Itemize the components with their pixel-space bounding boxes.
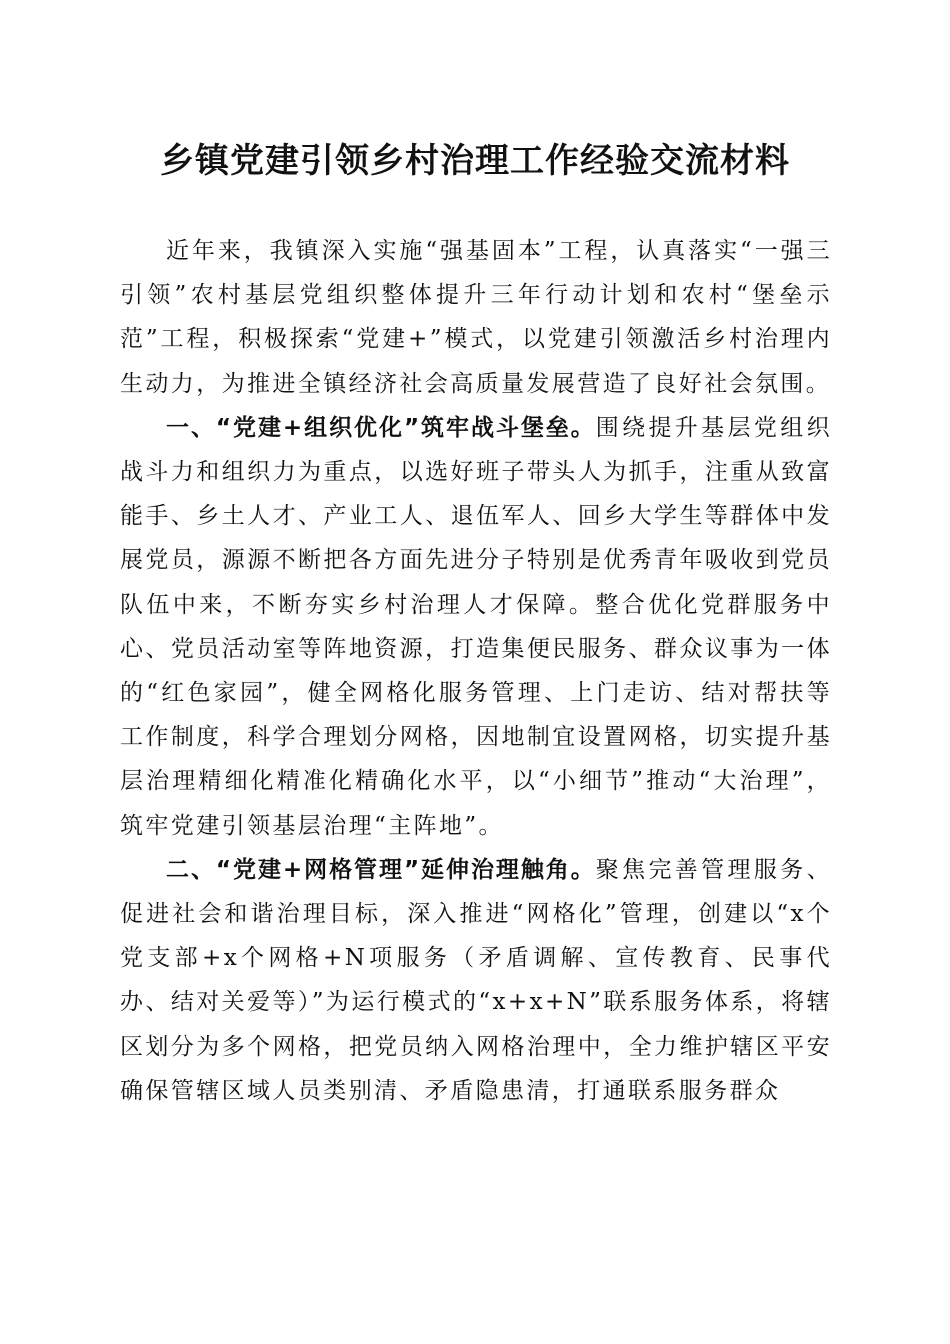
document-title: 乡镇党建引领乡村治理工作经验交流材料 [160,141,790,181]
document-body [120,229,832,1113]
paragraph-section-2 [120,848,832,1113]
section-2-text: 聚焦完善管理服务、促进社会和谐治理目标，深入推进“网格化”管理，创建以“x个党支部+x个网格+N项服务（矛盾调解、宣传教育、民事代办、结对关爱等）”为运行模式的“x+x+N”联系服务体系，将辖区划分为多个网格，把党员纳入网格治理中，全力维护辖区平安确保管辖区域人员类别清、矛盾隐患清，打通联系服务群众 [120,856,832,1104]
section-1-text: 围绕提升基层党组织战斗力和组织力为重点，以选好班子带头人为抓手，注重从致富能手、乡土人才、产业工人、退伍军人、回乡大学生等群体中发展党员，源源不断把各方面先进分子特别是优秀青年吸收到党员队伍中来，不断夯实乡村治理人才保障。整合优化党群服务中心、党员活动室等阵地资源，打造集便民服务、群众议事为一体的“红色家园”，健全网格化服务管理、上门走访、结对帮扶等工作制度，科学合理划分网格，因地制宜设置网格，切实提升基层治理精细化精准化精确化水平，以“小细节”推动“大治理”，筑牢党建引领基层治理“主阵地”。 [120,414,832,839]
paragraph-intro [120,229,832,406]
paragraph-section-1 [120,406,832,848]
paragraph-intro-text: 近年来，我镇深入实施“强基固本”工程，认真落实“一强三引领”农村基层党组织整体提升三年行动计划和农村“堡垒示范”工程，积极探索“党建+”模式，以党建引领激活乡村治理内生动力，为推进全镇经济社会高质量发展营造了良好社会氛围。 [120,238,832,397]
section-1-heading: 一、“党建+组织优化”筑牢战斗堡垒。 [166,414,596,441]
section-2-heading: 二、“党建+网格管理”延伸治理触角。 [166,856,596,883]
